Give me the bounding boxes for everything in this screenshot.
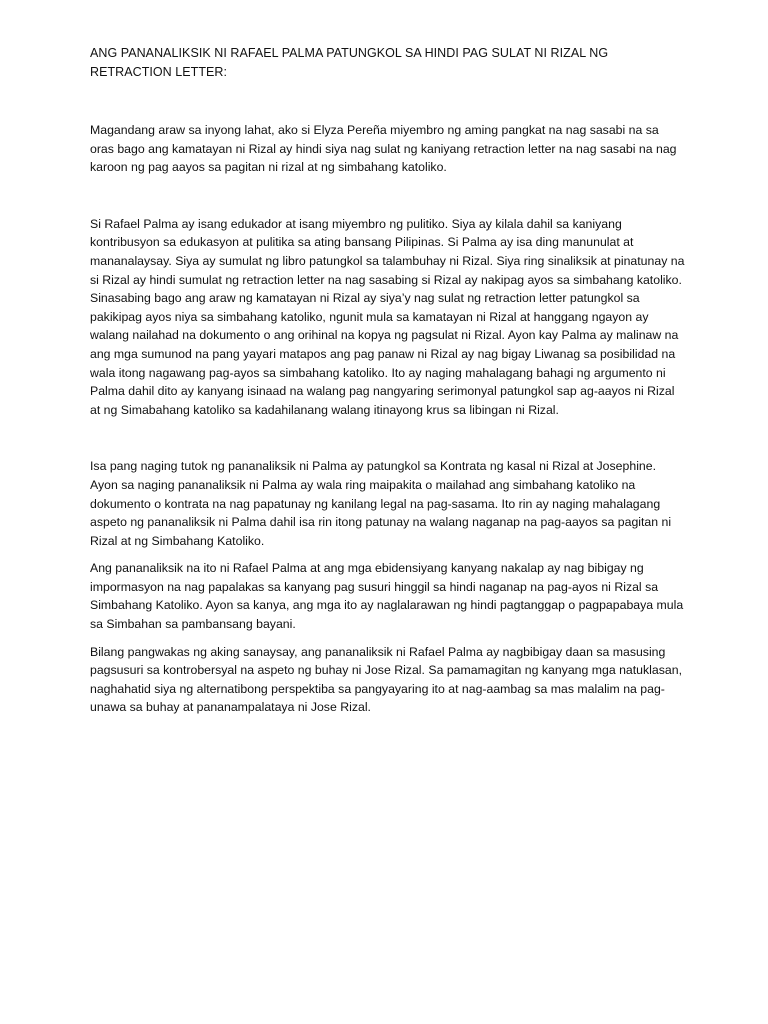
document-page: [90, 44, 685, 717]
paragraph-conclusion: Bilang pangwakas ng aking sanaysay, ang pananaliksik ni Rafael Palma ay nagbibigay daan sa masusing pagsusuri sa kontrobersyal na aspeto ng buhay ni Jose Rizal. Sa pamamagitan ng kanyang mga natuklasan, naghahatid siya ng alternatibong perspektiba sa pangyayaring ito at nag-aambag sa mas malalim na pag-unawa sa buhay at pananampalataya ni Jose Rizal.: [90, 644, 682, 715]
paragraph-marriage-contract: Isa pang naging tutok ng pananaliksik ni Palma ay patungkol sa Kontrata ng kasal ni Rizal at Josephine. Ayon sa naging pananaliksik ni Palma ay wala ring maipakita o mailahad ang simbahang katoliko na dokumento o kontrata na nag papatunay ng kanilang legal na pag-sasama. Ito rin ay naging mahalagang aspeto ng pananaliksik ni Palma dahil isa rin itong patunay na walang naganap na pag-aayos sa pagitan ni Rizal at ng Simbahang Katoliko.: [90, 459, 672, 548]
paragraph-about-rafael-palma: Si Rafael Palma ay isang edukador at isang miyembro ng pulitiko. Siya ay kilala dahil sa kaniyang kontribusyon sa edukasyon at pulitika sa ating bansang Pilipinas. Si Palma ay isa ding manunulat at mananalaysay. Siya ay sumulat ng libro patungkol sa talambuhay ni Rizal. Siya ring sinaliksik at pinatunay na si Rizal ay hindi sumulat ng retraction letter na nag sasabing si Rizal ay nakipag ayos sa simbahang katoliko. Sinasabing bago ang araw ng kamatayan ni Rizal ay siya’y nag sulat ng retraction letter patungkol sa pakikipag ayos niya sa simbahang katoliko, ngunit mula sa kamatayan ni Rizal at hanggang ngayon ay walang nailahad na dokumento o ang orihinal na kopya ng pagsulat ni Rizal. Ayon kay Palma ay malinaw na ang mga sumunod na pang yayari matapos ang pag panaw ni Rizal ay nag bigay Liwanag sa posibilidad na wala itong nagawang pag-ayos sa simbahang katoliko. Ito ay naging mahalagang bahagi ng argumento ni Palma dahil dito ay kanyang isinaad na walang pag nangyaring serimonyal patungkol sap ag-aayos ni Rizal at ng Simabahang katoliko sa kadahilanang walang itinayong krus sa libingan ni Rizal.: [90, 216, 685, 417]
paragraph-evidence: Ang pananaliksik na ito ni Rafael Palma at ang mga ebidensiyang kanyang nakalap ay nag bibigay ng impormasyon na nag papalakas sa kanyang pag susuri hinggil sa hindi naganap na pag-ayos ni Rizal sa Simbahang Katoliko. Ayon sa kanya, ang mga ito ay naglalarawan ng hindi pagtanggap o pagpapabaya mula sa Simbahan sa pambansang bayani.: [90, 561, 684, 632]
document-title: ANG PANANALIKSIK NI RAFAEL PALMA PATUNGKOL SA HINDI PAG SULAT NI RIZAL NG RETRACTION LETTER:: [90, 46, 609, 79]
paragraph-introduction: Magandang araw sa inyong lahat, ako si Elyza Pereña miyembro ng aming pangkat na nag sasabi na sa oras bago ang kamatayan ni Rizal ay hindi siya nag sulat ng kaniyang retraction letter na nag sasabi na nag karoon ng pag aayos sa pagitan ni rizal at ng simbahang katoliko.: [90, 123, 677, 175]
